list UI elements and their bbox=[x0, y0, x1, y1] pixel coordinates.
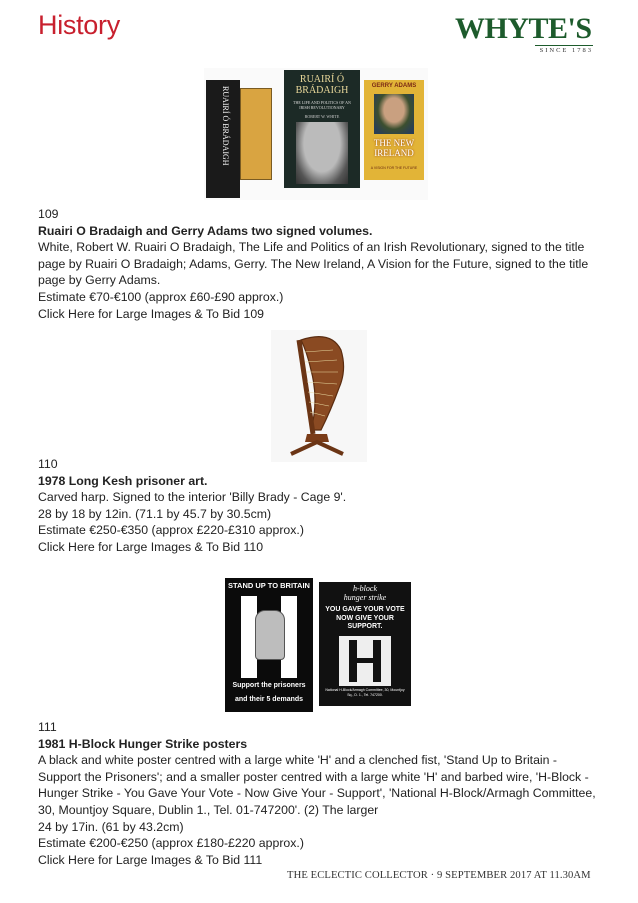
book-1-spine: RUAIRÍ Ó BRÁDAIGH bbox=[221, 86, 230, 166]
lot-number: 111 bbox=[38, 720, 57, 734]
lot-description: White, Robert W. Ruairi O Bradaigh, The Life and Politics of an Irish Revolutionary, signed to the title page by Ruairi O Bradaigh; Adams, Gerry. The New Ireland, A Vision for the Future, signed to the title page by Gerry Adams. bbox=[38, 240, 589, 288]
poster-1-bottom-2: and their 5 demands bbox=[234, 696, 304, 703]
book-1-inner bbox=[240, 88, 272, 180]
poster-1-bottom-1: Support the prisoners bbox=[232, 682, 306, 689]
page-footer: THE ECLECTIC COLLECTOR · 9 SEPTEMBER 2017 AT 11.30AM bbox=[287, 870, 591, 881]
lot-109 bbox=[38, 206, 598, 322]
lot-title: Ruairi O Bradaigh and Gerry Adams two signed volumes. bbox=[38, 223, 373, 238]
lot-title: 1981 H-Block Hunger Strike posters bbox=[38, 736, 248, 751]
lot-dimensions: 24 by 17in. (61 by 43.2cm) bbox=[38, 819, 184, 834]
bid-link-110[interactable]: Click Here for Large Images & To Bid 110 bbox=[38, 539, 264, 554]
book-3 bbox=[364, 80, 424, 180]
poster-2-h bbox=[339, 636, 391, 686]
lot-estimate: Estimate €250-€350 (approx £220-£310 approx.) bbox=[38, 523, 304, 538]
book-3-author: GERRY ADAMS bbox=[371, 83, 417, 89]
poster-1-top: STAND UP TO BRITAIN bbox=[228, 581, 310, 590]
lot-number: 109 bbox=[38, 207, 59, 221]
poster-2-top-2: hunger strike bbox=[343, 593, 387, 602]
lot-estimate: Estimate €200-€250 (approx £180-£220 approx.) bbox=[38, 836, 304, 851]
lot-110 bbox=[38, 456, 598, 556]
poster-2-mid: YOU GAVE YOUR VOTE NOW GIVE YOUR SUPPORT. bbox=[325, 606, 405, 630]
poster-2 bbox=[319, 582, 411, 706]
lot-111 bbox=[38, 719, 598, 868]
book-2-portrait bbox=[296, 122, 348, 184]
poster-1-h bbox=[241, 596, 297, 678]
book-2 bbox=[284, 70, 360, 188]
book-2-author: ROBERT W. WHITE bbox=[304, 114, 340, 119]
harp-illustration bbox=[271, 330, 367, 462]
bid-link-109[interactable]: Click Here for Large Images & To Bid 109 bbox=[38, 306, 265, 321]
lot-description: A black and white poster centred with a large white 'H' and a clenched fist, 'Stand Up to Britain - Support the Prisoners'; and a smaller poster centred with a large white 'H' and barbed wire, 'H-Block - Hunger Strike - You Gave Your Vote - Now Give Your - Support', 'National H-Block/Armagh Committee, 30, Mountjoy Square, Dublin 1., Tel. 01-747200'. (2) The larger bbox=[38, 753, 596, 817]
lot-estimate: Estimate €70-€100 (approx £60-£90 approx.) bbox=[38, 289, 284, 304]
whytes-logo bbox=[455, 14, 597, 54]
book-2-title: RUAIRÍ Ó BRÁDAIGH bbox=[295, 74, 349, 96]
book-3-title: THE NEW IRELAND bbox=[373, 138, 415, 158]
bid-link-111[interactable]: Click Here for Large Images & To Bid 111 bbox=[38, 852, 263, 867]
book-1 bbox=[206, 80, 240, 198]
poster-2-top-1: h-block bbox=[353, 584, 377, 593]
lot-description: Carved harp. Signed to the interior 'Billy Brady - Cage 9'. bbox=[38, 490, 347, 505]
lot-111-image[interactable] bbox=[225, 578, 411, 712]
book-3-subtitle: A VISION FOR THE FUTURE bbox=[370, 166, 418, 170]
lot-title: 1978 Long Kesh prisoner art. bbox=[38, 473, 208, 488]
section-title: History bbox=[38, 10, 120, 40]
book-3-portrait bbox=[374, 94, 414, 134]
logo-wordmark: WHYTE'S bbox=[455, 12, 592, 45]
logo-since: SINCE 1783 bbox=[535, 45, 593, 54]
poster-2-bottom: National H-Block/Armagh Committee, 30, Mountjoy Sq., D. 1., Tel. 747200. bbox=[325, 688, 405, 697]
lot-109-image[interactable] bbox=[204, 68, 428, 200]
book-2-subtitle: THE LIFE AND POLITICS OF AN IRISH REVOLUTIONARY bbox=[293, 100, 351, 110]
lot-number: 110 bbox=[38, 457, 58, 471]
lot-110-image[interactable] bbox=[271, 330, 367, 462]
poster-1 bbox=[225, 578, 313, 712]
lot-dimensions: 28 by 18 by 12in. (71.1 by 45.7 by 30.5cm) bbox=[38, 506, 272, 521]
